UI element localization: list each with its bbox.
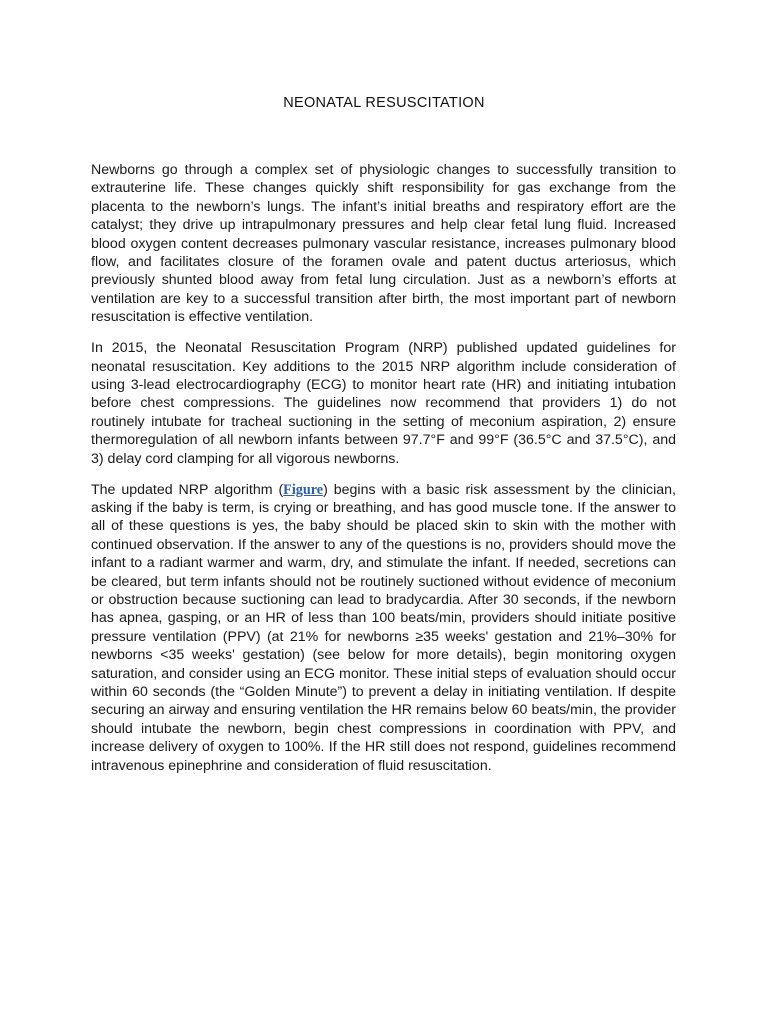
- figure-link[interactable]: Figure: [283, 481, 324, 498]
- paragraph-algorithm-start: The updated NRP algorithm (: [91, 481, 284, 498]
- paragraph-algorithm-rest: ) begins with a basic risk assessment by the clinician, asking if the baby is term, is crying or breathing, and has good muscle tone. If the answer to all of these questions is yes, the baby should be placed skin to skin with the mother with continued observation. If the answer to any of the questions is no, providers should move the infant to a radiant warmer and warm, dry, and stimulate the infant. If needed, secretions can be cleared, but term infants should not be routinely suctioned without evidence of meconium or obstruction because suctioning can lead to bradycardia. After 30 seconds, if the newborn has apnea, gasping, or an HR of less than 100 beats/min, providers should initiate positive pressure ventilation (PPV) (at 21% for newborns ≥35 weeks' gestation and 21%–30% for newborns <35 weeks' gestation) (see below for more details), begin monitoring oxygen saturation, and consider using an ECG monitor. These initial steps of evaluation should occur within 60 seconds (the “Golden Minute”) to prevent a delay in initiating ventilation. If despite securing an airway and ensuring ventilation the HR remains below 60 beats/min, the provider should intubate the newborn, begin chest compressions in coordination with PPV, and increase delivery of oxygen to 100%. If the HR still does not respond, guidelines recommend intravenous epinephrine and consideration of fluid resuscitation.: [91, 481, 676, 774]
- document-title: NEONATAL RESUSCITATION: [283, 95, 485, 111]
- paragraph-guidelines: In 2015, the Neonatal Resuscitation Program (NRP) published updated guidelines for neonatal resuscitation. Key additions to the 2015 NRP algorithm include consideration of using 3-lead electrocardiography (ECG) to monitor heart rate (HR) and initiating intubation before chest compressions. The guidelines now recommend that providers 1) do not routinely intubate for tracheal suctioning in the setting of meconium aspiration, 2) ensure thermoregulation of all newborn infants between 97.7°F and 99°F (36.5°C and 37.5°C), and 3) delay cord clamping for all vigorous newborns.: [91, 340, 676, 467]
- document-body: [91, 161, 676, 788]
- paragraph-intro: Newborns go through a complex set of physiologic changes to successfully transition to extrauterine life. These changes quickly shift responsibility for gas exchange from the placenta to the newborn’s lungs. The infant’s initial breaths and respiratory effort are the catalyst; they drive up intrapulmonary pressures and help clear fetal lung fluid. Increased blood oxygen content decreases pulmonary vascular resistance, increases pulmonary blood flow, and facilitates closure of the foramen ovale and patent ductus arteriosus, which previously shunted blood away from fetal lung circulation. Just as a newborn’s efforts at ventilation are key to a successful transition after birth, the most important part of newborn resuscitation is effective ventilation.: [91, 162, 676, 326]
- paragraph-algorithm: [91, 481, 676, 776]
